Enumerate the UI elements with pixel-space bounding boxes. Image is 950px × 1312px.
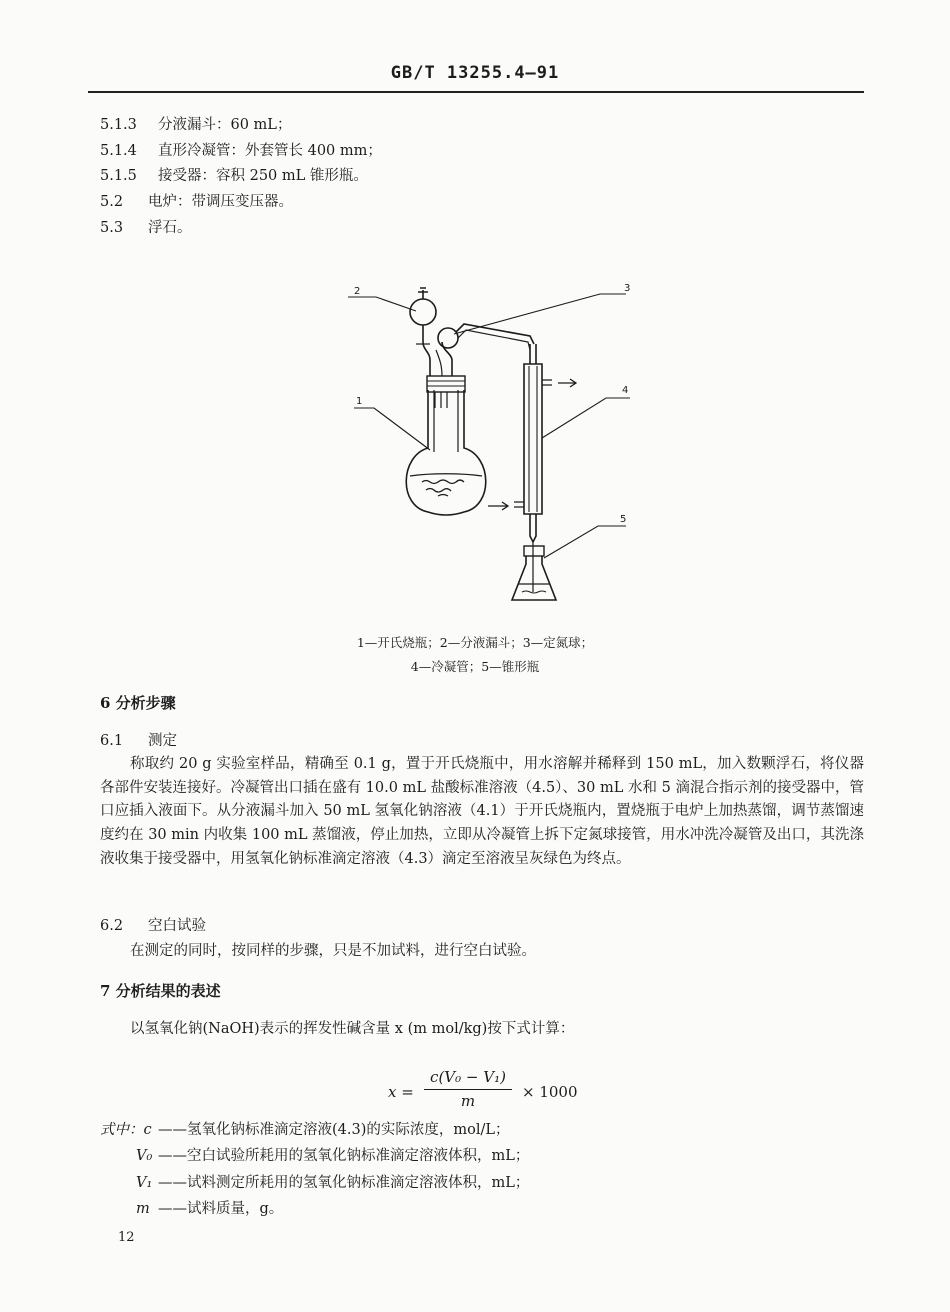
figure-caption-line-1: 1—开氏烧瓶；2—分液漏斗；3—定氮球； [356, 635, 594, 650]
figure-label-5: 5 [620, 514, 627, 525]
subsection-number: 6.1 [100, 733, 124, 749]
where-symbol: V₁ [136, 1175, 153, 1191]
item-5-1-3 [100, 113, 291, 134]
item-5-3 [100, 216, 192, 237]
where-desc: ——试料质量，g。 [158, 1201, 284, 1217]
where-symbol: V₀ [136, 1148, 153, 1164]
formula-numerator: c(V₀ − V₁) [430, 1068, 506, 1086]
where-row-v1 [136, 1171, 529, 1192]
header-rule [88, 91, 864, 93]
item-text: 接受器：容积 250 mL 锥形瓶。 [158, 168, 368, 184]
formula-lhs: x = [388, 1083, 414, 1101]
item-text: 直形冷凝管：外套管长 400 mm； [158, 143, 382, 159]
subsection-6-2-heading [100, 914, 206, 935]
erlenmeyer-flask [512, 546, 556, 600]
item-text: 电炉：带调压变压器。 [148, 194, 293, 210]
item-5-1-5 [100, 164, 368, 185]
subsection-6-2-text: 在测定的同时，按同样的步骤，只是不加试料，进行空白试验。 [130, 943, 536, 959]
formula-intro: 以氢氧化钠(NaOH)表示的挥发性碱含量 x (m mol/kg)按下式计算： [130, 1021, 575, 1037]
formula [380, 1068, 640, 1112]
fraction-bar [424, 1089, 512, 1090]
formula-tail: × 1000 [522, 1083, 578, 1101]
figure-label-3: 3 [624, 283, 631, 294]
section-6-title: 6 分析步骤 [100, 694, 176, 712]
where-desc: ——空白试验所耗用的氢氧化钠标准滴定溶液体积，mL； [158, 1148, 530, 1164]
distillation-apparatus-figure [330, 280, 650, 610]
item-5-2 [100, 190, 293, 211]
subsection-title: 空白试验 [148, 918, 206, 934]
subsection-title: 测定 [148, 733, 177, 749]
where-row-c [100, 1118, 510, 1139]
section-7-title: 7 分析结果的表述 [100, 982, 221, 1000]
kjeldahl-flask [406, 376, 486, 515]
item-text: 浮石。 [148, 220, 192, 236]
nitrogen-bulb [438, 324, 534, 376]
separatory-funnel [410, 288, 442, 376]
figure-leader-lines [348, 294, 630, 558]
where-symbol: 式中：c [100, 1122, 152, 1138]
subsection-6-1-heading [100, 729, 177, 750]
where-row-v0 [136, 1144, 529, 1165]
item-text: 分液漏斗：60 mL； [158, 117, 292, 133]
condenser [488, 344, 576, 592]
formula-denominator: m [460, 1092, 476, 1110]
page-number: 12 [118, 1230, 135, 1245]
where-desc: ——氢氧化钠标准滴定溶液(4.3)的实际浓度，mol/L； [158, 1122, 510, 1138]
item-number: 5.1.3 [100, 117, 137, 133]
standard-code-header: GB/T 13255.4—91 [390, 63, 560, 83]
item-number: 5.3 [100, 220, 124, 236]
figure-label-1: 1 [356, 396, 363, 407]
item-number: 5.1.5 [100, 168, 137, 184]
item-number: 5.2 [100, 194, 124, 210]
where-symbol: m [136, 1201, 150, 1217]
where-row-m [136, 1197, 283, 1218]
figure-label-4: 4 [622, 385, 629, 396]
figure-label-2: 2 [354, 286, 361, 297]
subsection-6-1-text: 称取约 20 g 实验室样品，精确至 0.1 g，置于开氏烧瓶中，用水溶解并稀释到 150 mL，加入数颗浮石，将仪器各部件安装连接好。冷凝管出口插在盛有 10.0 mL 盐酸标准溶液（4.5）、30 mL 水和 5 滴混合指示剂的接受器中，管口应插入液面下。从分液漏斗加入 50 mL 氢氧化钠溶液（4.1）于开氏烧瓶内，置烧瓶于电炉上加热蒸馏，调节蒸馏速度约在 30 min 内收集 100 mL 蒸馏液，停止加热，立即从冷凝管上拆下定氮球接管，用水冲洗冷凝管及出口，其洗涤液收集于接受器中，用氢氧化钠标准滴定溶液（4.3）滴定至溶液呈灰绿色为终点。 [100, 756, 864, 867]
item-5-1-4 [100, 139, 382, 160]
subsection-number: 6.2 [100, 918, 124, 934]
where-desc: ——试料测定所耗用的氢氧化钠标准滴定溶液体积，mL； [158, 1175, 530, 1191]
item-number: 5.1.4 [100, 143, 137, 159]
figure-caption-line-2: 4—冷凝管；5—锥形瓶 [410, 659, 540, 674]
